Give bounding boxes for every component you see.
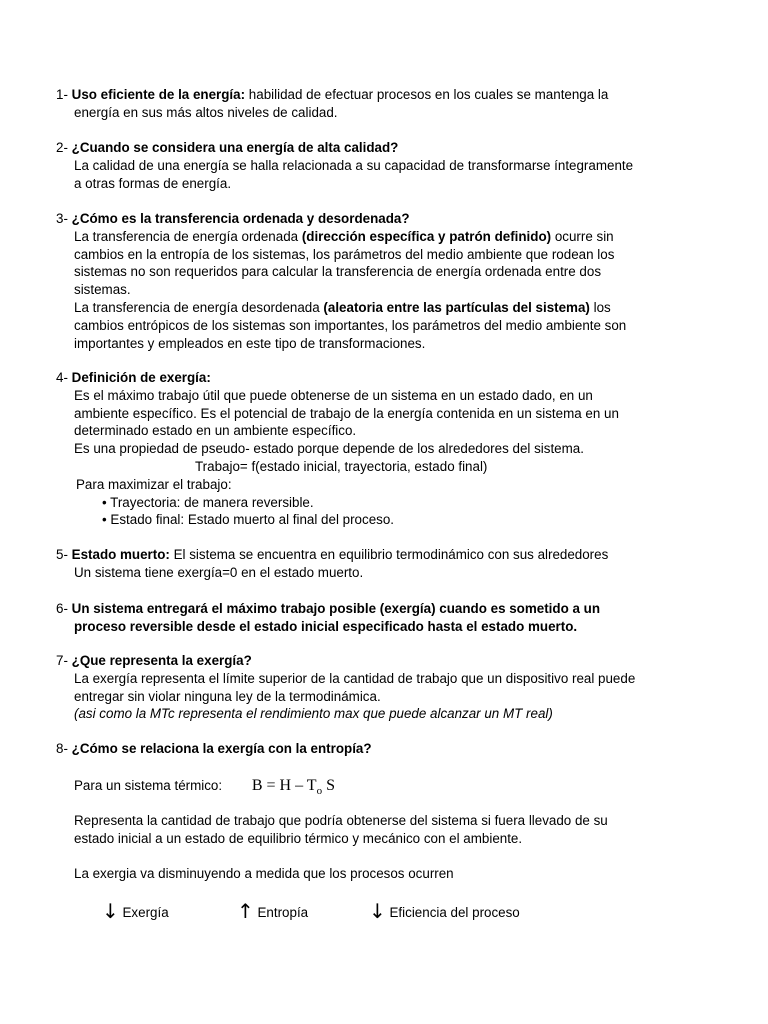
exergy-equation-rhs: S — [322, 777, 335, 794]
section-8-decrease-text: La exergia va disminuyendo a medida que los procesos ocurren — [74, 866, 454, 881]
section-3-line: cambios en la entropía de los sistemas, los parámetros del medio ambiente que rodean los — [74, 246, 615, 262]
section-5-continuation: Un sistema tiene exergía=0 en el estado muerto. — [74, 564, 364, 580]
section-4-line: ambiente específico. Es el potencial de trabajo de la energía contenida en un sistema en un — [74, 405, 619, 421]
section-1 — [56, 86, 696, 122]
trend-exergy — [102, 899, 169, 923]
arrow-down-icon: ↓ — [369, 899, 386, 923]
section-8-line: estado inicial a un estado de equilibrio térmico y mecánico con el ambiente. — [74, 830, 523, 846]
section-4-line: determinado estado en un ambiente específico. — [74, 423, 357, 439]
section-3-disordered-first-line — [56, 299, 696, 317]
section-1-number: 1- — [56, 87, 68, 102]
section-3-ordered-bold: (dirección específica y patrón definido) — [301, 228, 552, 244]
section-5-title: Estado muerto: — [71, 547, 170, 562]
trend-entropy — [237, 899, 309, 923]
section-4-maximize: Para maximizar el trabajo: — [76, 476, 232, 492]
section-8-title: ¿Cómo se relaciona la exergía con la entropía? — [71, 741, 372, 756]
section-8-thermal-label: Para un sistema térmico: — [74, 778, 223, 793]
section-1-continuation: energía en sus más altos niveles de calidad. — [74, 104, 338, 120]
section-7-title: ¿Que representa la exergía? — [71, 653, 252, 668]
section-8-representation — [56, 812, 696, 848]
section-7 — [56, 652, 696, 723]
section-3-line: sistemas. — [74, 282, 131, 298]
section-6-number: 6- — [56, 601, 68, 616]
trend-label: Entropía — [257, 905, 309, 920]
section-3-line: sistemas no son requeridos para calcular la transferencia de energía ordenada entre dos — [74, 264, 602, 280]
section-3-heading — [56, 210, 696, 228]
section-2-heading — [56, 139, 696, 157]
section-8-heading — [56, 740, 696, 758]
section-8-number: 8- — [56, 741, 68, 756]
section-4-number: 4- — [56, 370, 68, 385]
section-3-line: cambios entrópicos de los sistemas son importantes, los parámetros del medio ambiente son — [74, 317, 627, 333]
section-5-first-line — [56, 546, 696, 564]
section-2-line: La calidad de una energía se halla relacionada a su capacidad de transformarse íntegramente — [74, 157, 634, 173]
section-3-line: importantes y empleados en este tipo de transformaciones. — [74, 335, 426, 351]
arrow-down-icon: ↓ — [102, 899, 119, 923]
exergy-equation-lhs: B = H – T — [251, 777, 317, 794]
section-8-decrease — [56, 865, 696, 883]
section-7-line: entregar sin violar ninguna ley de la termodinámica. — [74, 688, 381, 704]
section-2-title: ¿Cuando se considera una energía de alta calidad? — [71, 140, 399, 155]
section-4-line: Es el máximo trabajo útil que puede obtenerse de un sistema en un estado dado, en un — [74, 387, 593, 403]
section-3-ordered-first-line — [56, 228, 696, 246]
section-3-disordered-text: La transferencia de energía desordenada — [74, 299, 320, 315]
trend-label: Exergía — [122, 905, 169, 920]
trend-row — [102, 899, 702, 929]
section-1-title: Uso eficiente de la energía: — [71, 87, 246, 102]
trend-efficiency — [369, 899, 520, 923]
section-3-disordered-bold: (aleatoria entre las partículas del sistema) — [323, 299, 590, 315]
section-3-disordered-post: los — [593, 299, 611, 315]
section-3 — [56, 210, 696, 352]
arrow-up-icon: ↑ — [237, 899, 254, 923]
section-4-line: Es una propiedad de pseudo- estado porque depende de los alrededores del sistema. — [74, 441, 584, 457]
section-4-bullet: • Estado final: Estado muerto al final del proceso. — [102, 512, 395, 528]
section-5 — [56, 546, 696, 582]
section-4-title: Definición de exergía: — [71, 370, 211, 385]
section-8-equation-row — [56, 777, 696, 801]
section-2-number: 2- — [56, 140, 68, 155]
section-3-ordered-text: La transferencia de energía ordenada — [74, 228, 299, 244]
section-6-first-line — [56, 600, 696, 618]
exergy-equation-subscript: o — [316, 785, 323, 798]
section-7-note: (asi como la MTc representa el rendimiento max que puede alcanzar un MT real) — [74, 706, 553, 722]
section-3-ordered-post: ocurre sin — [554, 228, 614, 244]
section-7-number: 7- — [56, 653, 68, 668]
section-3-number: 3- — [56, 211, 68, 226]
section-3-title: ¿Cómo es la transferencia ordenada y desordenada? — [71, 211, 410, 226]
section-4-heading — [56, 369, 696, 387]
section-4-formula: Trabajo= f(estado inicial, trayectoria, estado final) — [195, 458, 488, 474]
section-1-first-line — [56, 86, 696, 104]
section-2 — [56, 139, 696, 192]
section-1-text: habilidad de efectuar procesos en los cuales se mantenga la — [248, 87, 609, 102]
trend-label: Eficiencia del proceso — [389, 905, 520, 920]
section-8-line: Representa la cantidad de trabajo que podría obtenerse del sistema si fuera llevado de su — [74, 813, 608, 828]
section-4-bullet: • Trayectoria: de manera reversible. — [102, 494, 314, 510]
exergy-equation — [251, 777, 335, 798]
section-2-line: a otras formas de energía. — [74, 175, 232, 191]
section-6-statement: Un sistema entregará el máximo trabajo posible (exergía) cuando es sometido a un — [71, 601, 600, 616]
section-5-text: El sistema se encuentra en equilibrio termodinámico con sus alrededores — [173, 547, 609, 562]
section-4 — [56, 369, 696, 529]
section-6-statement-cont: proceso reversible desde el estado inicial especificado hasta el estado muerto. — [74, 618, 578, 634]
section-5-number: 5- — [56, 547, 68, 562]
section-8-equation-line — [56, 777, 696, 801]
section-8 — [56, 740, 696, 758]
section-7-line: La exergía representa el límite superior de la cantidad de trabajo que un dispositivo real puede — [74, 670, 636, 686]
section-6 — [56, 600, 696, 636]
section-7-heading — [56, 652, 696, 670]
